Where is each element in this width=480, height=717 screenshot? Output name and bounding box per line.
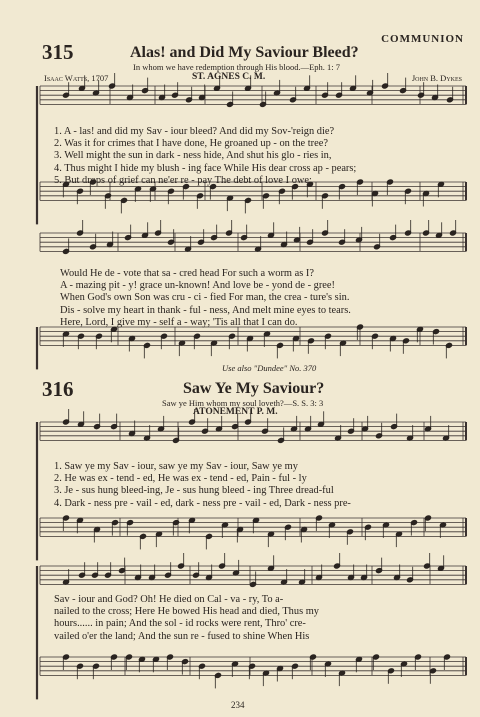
verse-line: Dis - solve my heart in thank - ful - ness, And melt mine eyes to tears. [60,304,351,316]
tune-name: ATONEMENT P. M. [193,407,278,417]
hymn-title: Saw Ye My Saviour? [183,380,325,397]
verses-block-2 [60,268,351,329]
section-heading: COMMUNION [381,33,464,45]
verse-line: 3. Well might the sun in dark - ness hide, And shut his glo - ries in, [54,150,332,162]
author-credit: Isaac Watts, 1707 [44,73,109,83]
use-also-note: Use also "Dundee" No. 370 [222,363,317,373]
verse-line: Sav - iour and God? Oh! He died on Cal - va - ry, To a- [54,594,284,605]
verse-line: hours...... in pain; And the sol - id rocks were rent, Thro' cre- [54,618,306,630]
verse-line: A - mazing pit - y! grace un-known! And love be - yond de - gree! [60,280,335,292]
verses-block-4 [54,594,319,643]
verse-line: Would He de - vote that sa - cred head For such a worm as I? [60,268,314,279]
verse-line: 5. But drops of grief can ne'er re - pay The debt of love I owe; [54,174,312,186]
scripture-reference: In whom we have redemption through His blood.—Eph. 1: 7 [133,62,341,72]
verse-line: Here, Lord, I give my - self a - way; 'Tis all that I can do. [60,316,298,328]
verse-line: 2. Was it for crimes that I have done, He groaned up - on the tree? [54,138,328,150]
verse-line: When God's own Son was cru - ci - fied For man, the crea - ture's sin. [60,292,350,304]
tune-name: ST. AGNES C. M. [192,72,266,82]
composer-credit: John B. Dykes [411,73,462,83]
verse-line: 2. He was ex - tend - ed, He was ex - tend - ed, Pain - ful - ly [54,473,307,485]
verse-line: vailed o'er the land; And the sun re - fused to shine When His [54,630,310,642]
verses-block-1 [54,126,356,187]
verse-line: 3. Je - sus hung bleed-ing, Je - sus hung bleed - ing Three dread-ful [54,485,334,497]
page-number: 234 [231,700,245,710]
verse-line: 4. Dark - ness pre - vail - ed, dark - ness pre - vail - ed, Dark - ness pre- [54,497,351,509]
verse-line: nailed to the cross; Here He bowed His head and died, Thus my [54,606,319,618]
verses-block-3 [54,461,351,510]
verse-line: 4. Thus might I hide my blush - ing face While His dear cross ap - pears; [54,162,357,174]
hymn-title: Alas! and Did My Saviour Bleed? [130,44,359,61]
hymn-number: 316 [42,377,74,401]
scripture-reference: Saw ye Him whom my soul loveth?—S. S. 3: 3 [162,398,324,408]
verse-line: 1. Saw ye my Sav - iour, saw ye my Sav - iour, Saw ye my [54,461,298,472]
hymn-number: 315 [42,40,74,64]
verse-line: 1. A - las! and did my Sav - iour bleed? And did my Sov-'reign die? [54,126,335,137]
